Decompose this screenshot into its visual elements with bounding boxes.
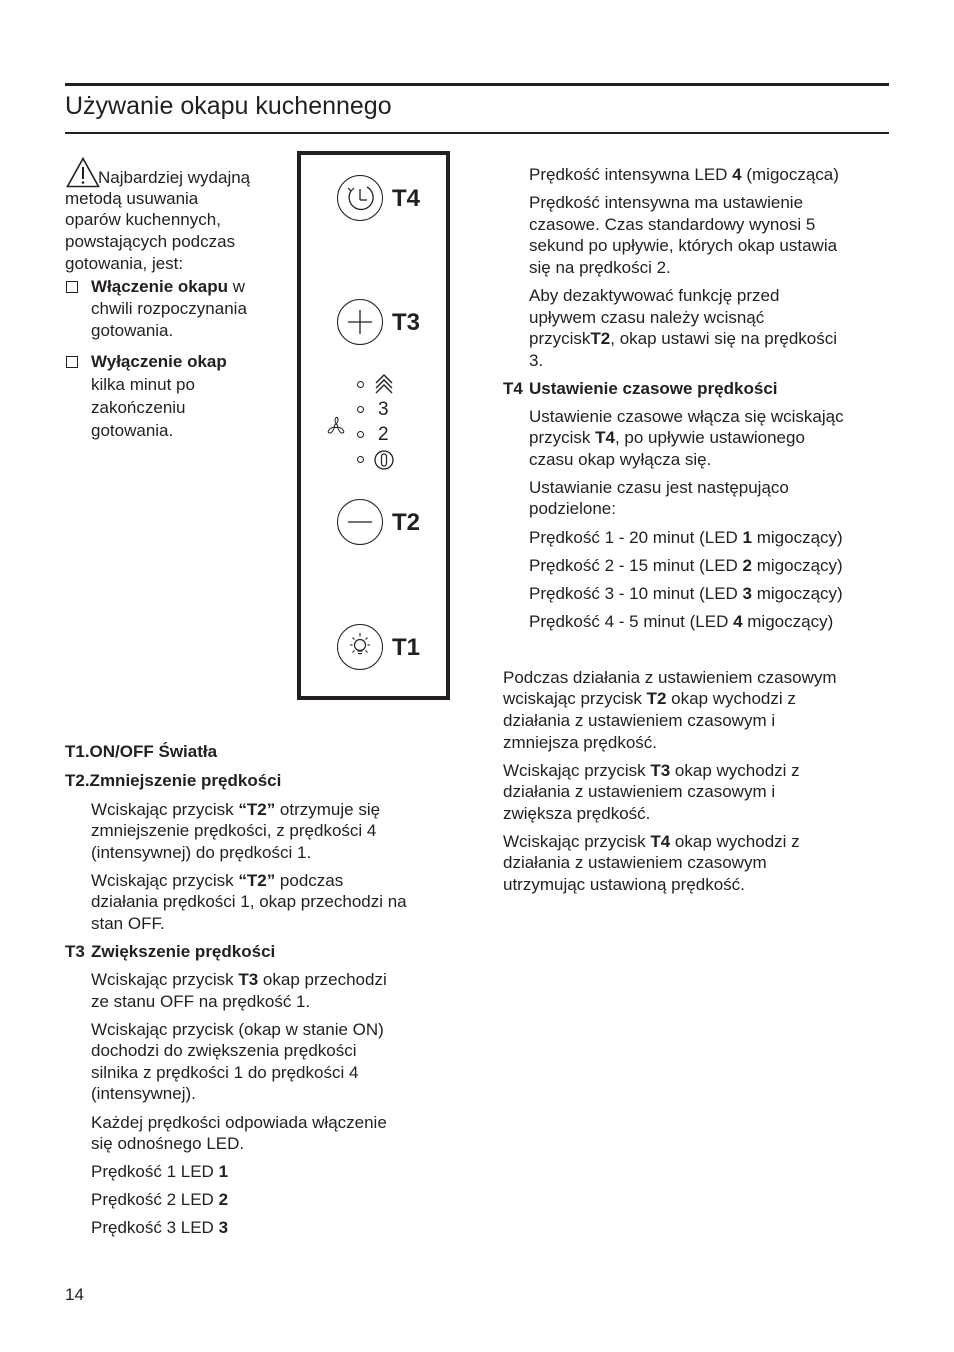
deactivate-paragraph: przyciskT2, okap ustawi się na prędkości [529,329,838,348]
plus-icon [337,299,383,345]
t2-paragraph-2: stan OFF. [91,914,165,933]
minus-icon [337,499,383,545]
page-title: Używanie okapu kuchennego [65,92,392,120]
timer-speed-item: Prędkość 4 - 5 minut (LED 4 migoczący) [529,612,834,631]
note-paragraph-1: wciskając przycisk T2 okap wychodzi z [503,689,796,708]
note-paragraph-2: działania z ustawieniem czasowym i [503,782,776,801]
t2-paragraph-1: Wciskając przycisk “T2” otrzymuje się [91,800,381,819]
bullet-item-text: zakończeniu [91,398,186,417]
t3-paragraph-3: Każdej prędkości odpowiada włączenie [91,1113,387,1132]
t3-paragraph-2: Wciskając przycisk (okap w stanie ON) [91,1020,384,1039]
timer-paragraph: sekund po upływie, których okap ustawia [529,236,838,255]
t4-heading: T4 Ustawienie czasowe prędkości [503,379,778,398]
t4-paragraph-2: Ustawianie czasu jest następująco [529,478,789,497]
deactivate-paragraph: 3. [529,351,544,370]
timer-paragraph: się na prędkości 2. [529,258,671,277]
t3-paragraph-2: (intensywnej). [91,1084,196,1103]
t2-paragraph-1: zmniejszenie prędkości, z prędkości 4 [91,821,377,840]
bullet-item-text: gotowania. [91,321,174,340]
t4-paragraph-1: przycisk T4, po upływie ustawionego [529,428,805,447]
led-indicator [357,431,364,438]
t3-label: T3 [392,309,421,336]
note-paragraph-2: Wciskając przycisk T3 okap wychodzi z [503,761,800,780]
t3-paragraph-3: się odnośnego LED. [91,1134,245,1153]
t3-paragraph-1: Wciskając przycisk T3 okap przechodzi [91,970,387,989]
bullet-item-text: Wyłączenie okap [91,352,227,371]
note-paragraph-2: zwiększa prędkość. [503,804,651,823]
t2-paragraph-1: (intensywnej) do prędkości 1. [91,843,312,862]
t4-paragraph-1: Ustawienie czasowe włącza się wciskając [529,407,844,426]
bullet-item-text: kilka minut po [91,375,195,394]
note-paragraph-1: Podczas działania z ustawieniem czasowym [503,668,837,687]
t3-paragraph-2: dochodzi do zwiększenia prędkości [91,1041,357,1060]
t2-label: T2 [392,509,421,536]
light-bulb-icon [337,624,383,670]
deactivate-paragraph: upływem czasu należy wcisnąć [529,308,765,327]
warning-text: metodą usuwania [65,189,199,208]
bullet-item-text: Włączenie okapu w [91,277,245,296]
header-top-rule [65,83,889,86]
note-paragraph-3: utrzymując ustawioną prędkość. [503,875,745,894]
warning-text: gotowania, jest: [65,254,184,273]
timer-speed-item: Prędkość 1 - 20 minut (LED 1 migoczący) [529,528,843,547]
led-indicator [357,406,364,413]
t1-heading: T1.ON/OFF Światła [65,742,218,761]
page-number: 14 [65,1285,84,1304]
timer-icon [337,175,383,221]
header-bottom-rule [65,132,889,134]
led-label: 2 [378,424,389,445]
t3-heading: T3 Zwiększenie prędkości [65,942,276,961]
timer-paragraph: Prędkość intensywna ma ustawienie [529,193,804,212]
warning-text: powstających podczas [65,232,236,251]
timer-speed-item: Prędkość 3 - 10 minut (LED 3 migoczący) [529,584,843,603]
t2-paragraph-2: Wciskając przycisk “T2” podczas [91,871,344,890]
note-paragraph-1: zmniejsza prędkość. [503,733,658,752]
t4-paragraph-1: czasu okap wyłącza się. [529,450,712,469]
note-paragraph-3: Wciskając przycisk T4 okap wychodzi z [503,832,800,851]
timer-paragraph: czasowe. Czas standardowy wynosi 5 [529,215,816,234]
control-panel-diagram [297,151,450,700]
warning-triangle-icon [66,157,100,188]
led-indicator [357,381,364,388]
warning-text: oparów kuchennych, [65,210,221,229]
warning-text: Najbardziej wydajną [98,168,251,187]
power-1-icon [373,449,395,471]
t2-paragraph-2: działania prędkości 1, okap przechodzi na [91,892,407,911]
t1-label: T1 [392,634,421,661]
note-paragraph-1: działania z ustawieniem czasowym i [503,711,776,730]
checkbox-bullet [66,356,78,368]
speed-led-item: Prędkość 2 LED 2 [91,1190,229,1209]
speed-led-item: Prędkość 1 LED 1 [91,1162,229,1181]
t2-heading: T2.Zmniejszenie prędkości [65,771,282,790]
checkbox-bullet [66,281,78,293]
timer-speed-item: Prędkość 2 - 15 minut (LED 2 migoczący) [529,556,843,575]
led-label: 3 [378,399,389,420]
speed-4-item: Prędkość intensywna LED 4 (migocząca) [529,165,839,184]
t4-label: T4 [392,185,421,212]
t3-paragraph-1: ze stanu OFF na prędkość 1. [91,992,311,1011]
bullet-item-text: chwili rozpoczynania [91,299,247,318]
deactivate-paragraph: Aby dezaktywować funkcję przed [529,286,780,305]
t3-paragraph-2: silnika z prędkości 1 do prędkości 4 [91,1063,359,1082]
t4-paragraph-2: podzielone: [529,499,616,518]
intensive-chevrons-icon [374,373,394,395]
led-indicator [357,456,364,463]
bullet-item-text: gotowania. [91,421,174,440]
speed-led-item: Prędkość 3 LED 3 [91,1218,229,1237]
fan-icon [324,416,348,436]
note-paragraph-3: działania z ustawieniem czasowym [503,853,767,872]
